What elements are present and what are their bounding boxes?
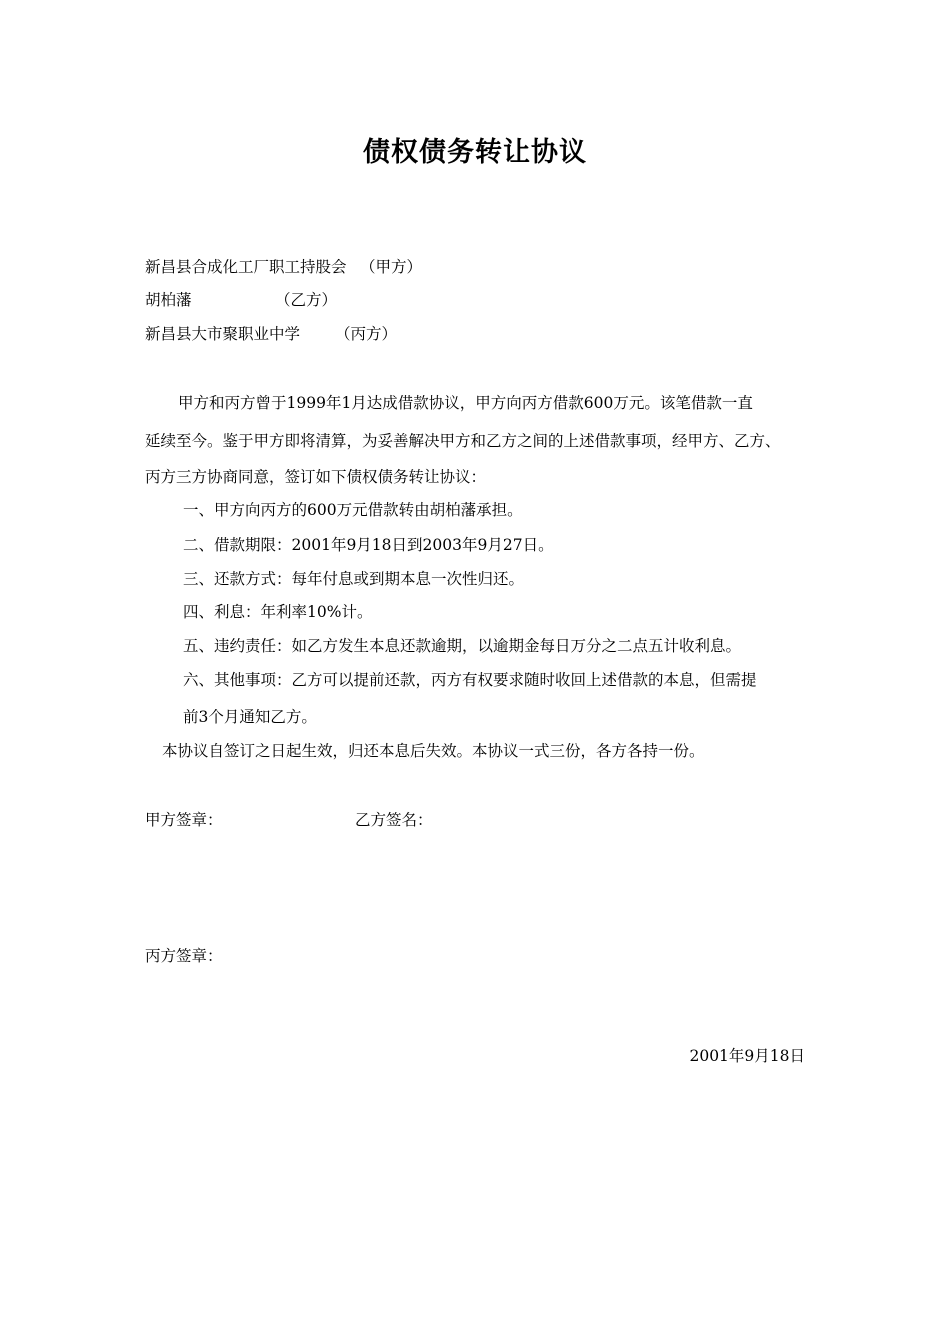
clause-2: 二、借款期限：2001年9月18日到2003年9月27日。 xyxy=(183,536,554,554)
party-c-signature-label: 丙方签章： xyxy=(145,947,223,965)
party-b-role: （乙方） xyxy=(275,291,338,309)
party-a-signature-label: 甲方签章： xyxy=(145,811,223,829)
effect-statement: 本协议自签订之日起生效，归还本息后失效。本协议一式三份，各方各持一份。 xyxy=(162,742,705,760)
intro-line-2: 延续至今。鉴于甲方即将清算，为妥善解决甲方和乙方之间的上述借款事项，经甲方、乙方、 xyxy=(145,432,781,450)
party-c-name: 新昌县大市聚职业中学 xyxy=(145,325,301,343)
intro-line-1: 甲方和丙方曾于1999年1月达成借款协议，甲方向丙方借款600万元。该笔借款一直 xyxy=(178,394,753,412)
clause-6: 六、其他事项：乙方可以提前还款，丙方有权要求随时收回上述借款的本息，但需提 xyxy=(183,671,757,689)
clause-3: 三、还款方式：每年付息或到期本息一次性归还。 xyxy=(183,570,525,588)
clause-6-continued: 前3个月通知乙方。 xyxy=(183,708,317,726)
intro-line-3: 丙方三方协商同意，签订如下债权债务转让协议： xyxy=(145,468,487,486)
party-c-role: （丙方） xyxy=(335,325,398,343)
party-a-name: 新昌县合成化工厂职工持股会 xyxy=(145,258,347,276)
party-b-name: 胡柏藩 xyxy=(145,291,192,309)
clause-4: 四、利息：年利率10%计。 xyxy=(183,603,373,621)
document-title: 债权债务转让协议 xyxy=(363,137,587,168)
clause-1: 一、甲方向丙方的600万元借款转由胡柏藩承担。 xyxy=(183,501,523,519)
party-b-signature-label: 乙方签名： xyxy=(355,811,433,829)
clause-5: 五、违约责任：如乙方发生本息还款逾期，以逾期金每日万分之二点五计收利息。 xyxy=(183,637,742,655)
party-a-role: （甲方） xyxy=(360,258,423,276)
signing-date: 2001年9月18日 xyxy=(689,1047,805,1065)
